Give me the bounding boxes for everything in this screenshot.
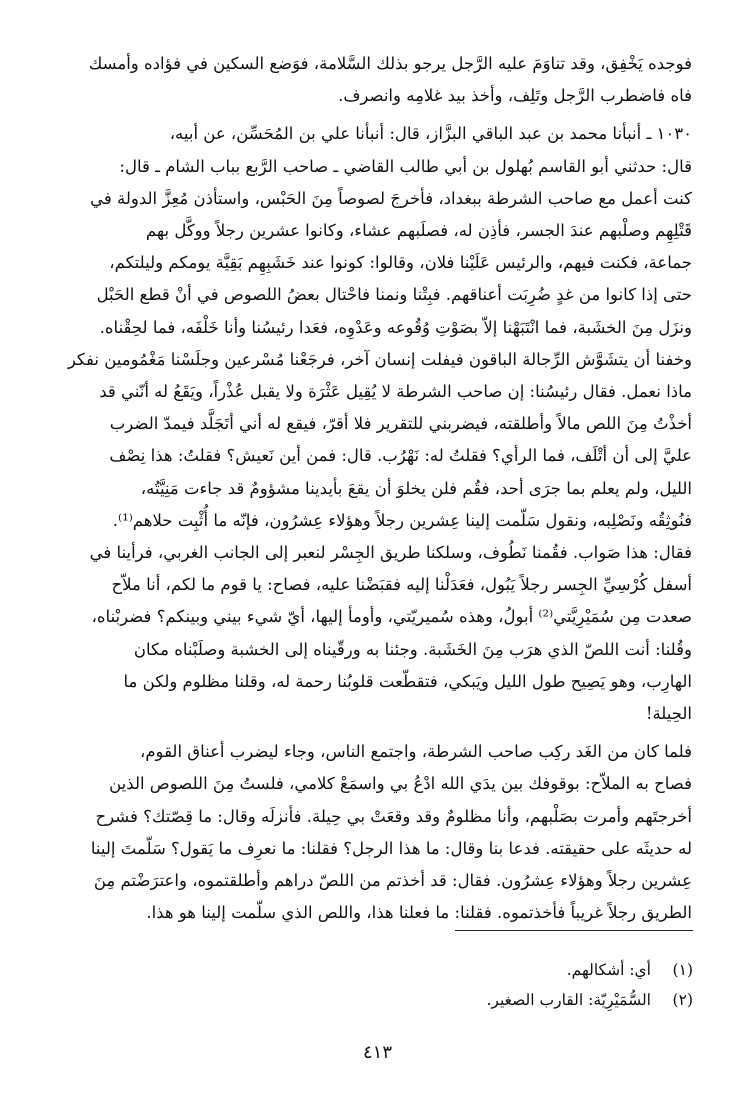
- text-line: ماذا نعمل. فقال رئيسُنا: إن صاحب الشرطة لا يُقِيل عَثْرَة ولا يقبل عُذْراً، ويَقَعُ له أنّني قد: [99, 382, 692, 402]
- paragraph-1: [62, 48, 692, 112]
- text-line: ١٠٣٠ ـ أنبأنا محمد بن عبد الباقي البزَّاز، قال: أنبأنا علي بن المُحَسِّن، عن أبيه،: [169, 124, 692, 144]
- text-line: فصاح به الملاّح: بوقوفك بين يدَي الله ادْعُ بي واسمَعْ كلامي، فلستُ مِنَ اللصوص الذين: [109, 774, 692, 794]
- text-line: أخذْتُ مِنَ اللص مالاً وأطلقته، فيضربني للتقرير فلا أقرّ، فيقع له أني أتَجَلَّد فيمدّ الضرب: [109, 414, 692, 434]
- text-line: الهارِب، وهو يَصِيح طول الليل ويَبكي، فتقطّعت قلوبُنا رحمة له، وقلنا مظلوم ولكن ما: [123, 671, 692, 691]
- text-line: فقال: هذا صَواب. فقُمنا نَطُوف، وسلكنا طريق الجِسْر لنعبر إلى الجانب الغربي، فرأينا في: [89, 543, 692, 563]
- text-line: وخفنا أن يتشَوَّش الرِّجالة الباقون فيفلت إنسان آخر، فرجَعْنا مُسْرعين وجلَسْنا مَغْمُومين نفكر: [67, 349, 692, 369]
- text-line: الحِيلة!: [645, 704, 692, 724]
- paragraph-2: [62, 118, 692, 730]
- text-line: وقُلنا: أنت اللصّ الذي هرَب مِنَ الخَشَبة. وجئنا به ورقّيناه إلى الخشبة وصلَبْناه مكان: [133, 639, 692, 659]
- text-line: الطريق رجلاً غريباً فأخذتموه. فقلنا: ما فعلنا هذا، واللص الذي سلّمت إلينا هو هذا.: [146, 903, 692, 923]
- footnote-text: السُّمَيْرِيّة: القارب الصغير.: [486, 991, 651, 1009]
- main-text: [62, 48, 692, 929]
- text-line: قَتْلِهِم وصلْبهم عندَ الجسر، فأذِن له، فصلَبهم عشاء، وكانوا عشرين رجلاً ووكَّل بهم: [145, 221, 692, 241]
- text-line: قال: حدثني أبو القاسم بُهلول بن أبي طالب القاضي ـ صاحب الرَّبع بباب الشام ـ قال:: [119, 156, 692, 176]
- text-line: عليَّ إلى أن أتْلَف، فما الرأي؟ فقلتُ له: نَهْرُب. قال: فمن أين نَعيش؟ فقلتُ: هذا نِصْف: [109, 446, 692, 466]
- text-line: الليل، ولم يعلم بما جرَى أحد، فقُم فلن يخلوَ أن يقعَ بأيدينا مشؤومٌ قد جاءت مَنِيَّتُه،: [140, 478, 692, 498]
- text-line: جماعة، فكنت فيهم، والرئيس عَلَيْنا فلان، وقالوا: كونوا عند خَشَبِهِم بَقِيَّة يومكم وليلتكم،: [109, 253, 692, 273]
- footnote-1: [63, 955, 693, 985]
- text-line: أخرجتَهم وأمرت بصَلْبهم، وأنا مظلومٌ وقد وقعَتْ بي حِيلة. فأنزلَه وقال: ما قِصّتك؟ فشرح: [95, 806, 692, 826]
- text-line: عِشرين رجلاً وهؤلاء عِشرُون. فقال: قد أخذتم من اللصّ دراهم وأطلقتموه، واعترَضْتم مِنَ: [93, 871, 692, 891]
- paragraph-3: [62, 736, 692, 929]
- text-line: كنت أعمل مع صاحب الشرطة ببغداد، فأخرجَ لصوصاً مِنَ الحَبْس، واستأذن مُعِزَّ الدولة في: [90, 188, 692, 208]
- text-line: فلما كان من الغَد ركِب صاحب الشرطة، واجتمع الناس، وجاء ليضرب أعناق القوم،: [140, 742, 692, 762]
- footnote-number: (١): [672, 961, 693, 979]
- footnote-2: [63, 985, 693, 1015]
- text-line: فنُوثِقُه ونَصْلِبه، ونقول سَلّمت إلينا عِشرين رجلاً وهؤلاء عِشرُون، فإنّه ما أُثْبِت حلاهم⁽¹⁾.: [112, 510, 692, 530]
- text-line: حتى إذا كانوا من غدٍ ضُرِبَت أعناقهم. فبِتْنا ونمنا فاحْتال بعضُ اللصوص في أنْ قطع الحَبْل: [96, 285, 692, 305]
- text-line: صعدت مِن سُمَيْرِيَّتي⁽²⁾ أبولُ، وهذه سُميريّتي، وأومأ إليها، أيّ شيء بيني وبينكم؟ فضربْناه،: [91, 607, 692, 627]
- footnote-text: أي: أشكالهم.: [566, 961, 651, 979]
- page-number: ٤١٣: [362, 1042, 392, 1063]
- footnote-number: (٢): [672, 991, 693, 1009]
- footnote-divider: [455, 930, 693, 931]
- text-line: أسفل كُرْسِيِّ الجِسر رجلاً يَبُول، فعَدَلْنا إليه فقبَضْنا عليه، فصاح: يا قوم ما لكم، أنا ملاّح: [111, 575, 692, 595]
- text-line: ونزَل مِنَ الخشَبة، فما انْتَبَهْنا إلاّ بصَوْتِ وُقُوعه وعَدْوِه، فعَدا رئيسُنا وأنا خَلْفَه، فما لحِقْناه.: [99, 317, 692, 337]
- footnotes: [63, 955, 693, 1015]
- text-line: فوجده يَخْفِق، وقد تناوَمَ عليه الرَّجل يرجو بذلك السَّلامة، فوَضع السكين في فؤاده وأمسك: [88, 54, 692, 73]
- text-line: له حديثَه على حقيقته. فدعا بنا وقال: ما هذا الرجل؟ فقلنا: ما نعرِف ما يَقول؟ سَلّمتَ إلينا: [90, 838, 692, 858]
- text-line: فاه فاضطرب الرَّجل وتَلِف، وأخذ بيد غلامِه وانصرف.: [338, 86, 692, 106]
